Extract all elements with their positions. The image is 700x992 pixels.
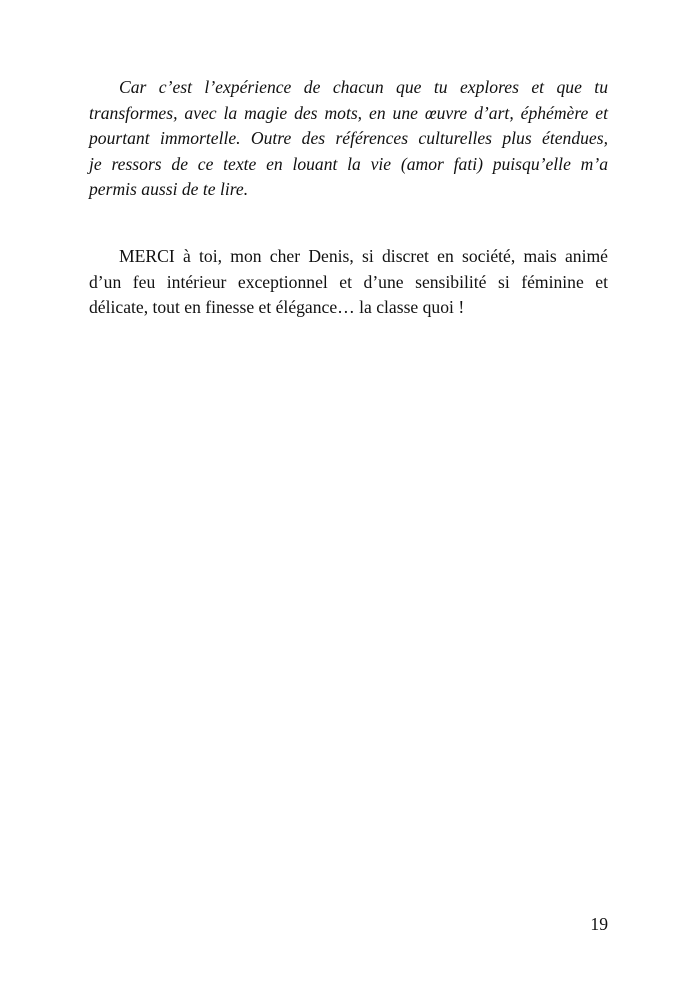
paragraph-line: pourtant immortelle. Outre des références culturelles plus étendues, — [89, 128, 608, 149]
paragraph-roman — [89, 244, 608, 321]
paragraph-italic — [89, 75, 608, 203]
paragraph-line: MERCI à toi, mon cher Denis, si discret en société, mais animé — [119, 246, 608, 266]
paragraph-line: transformes, avec la magie des mots, en une œuvre d’art, éphémère et — [89, 102, 608, 123]
paragraph-line: d’un feu intérieur exceptionnel et d’une sensibilité si féminine et — [89, 271, 608, 292]
page-number: 19 — [590, 914, 608, 934]
paragraph-line: je ressors de ce texte en louant la vie (amor fati) puisqu’elle m’a — [89, 153, 608, 174]
paragraph-line: Car c’est l’expérience de chacun que tu explores et que tu — [119, 77, 608, 97]
paragraph-line: délicate, tout en finesse et élégance… la classe quoi ! — [89, 297, 465, 318]
paragraph-line: permis aussi de te lire. — [89, 179, 249, 200]
